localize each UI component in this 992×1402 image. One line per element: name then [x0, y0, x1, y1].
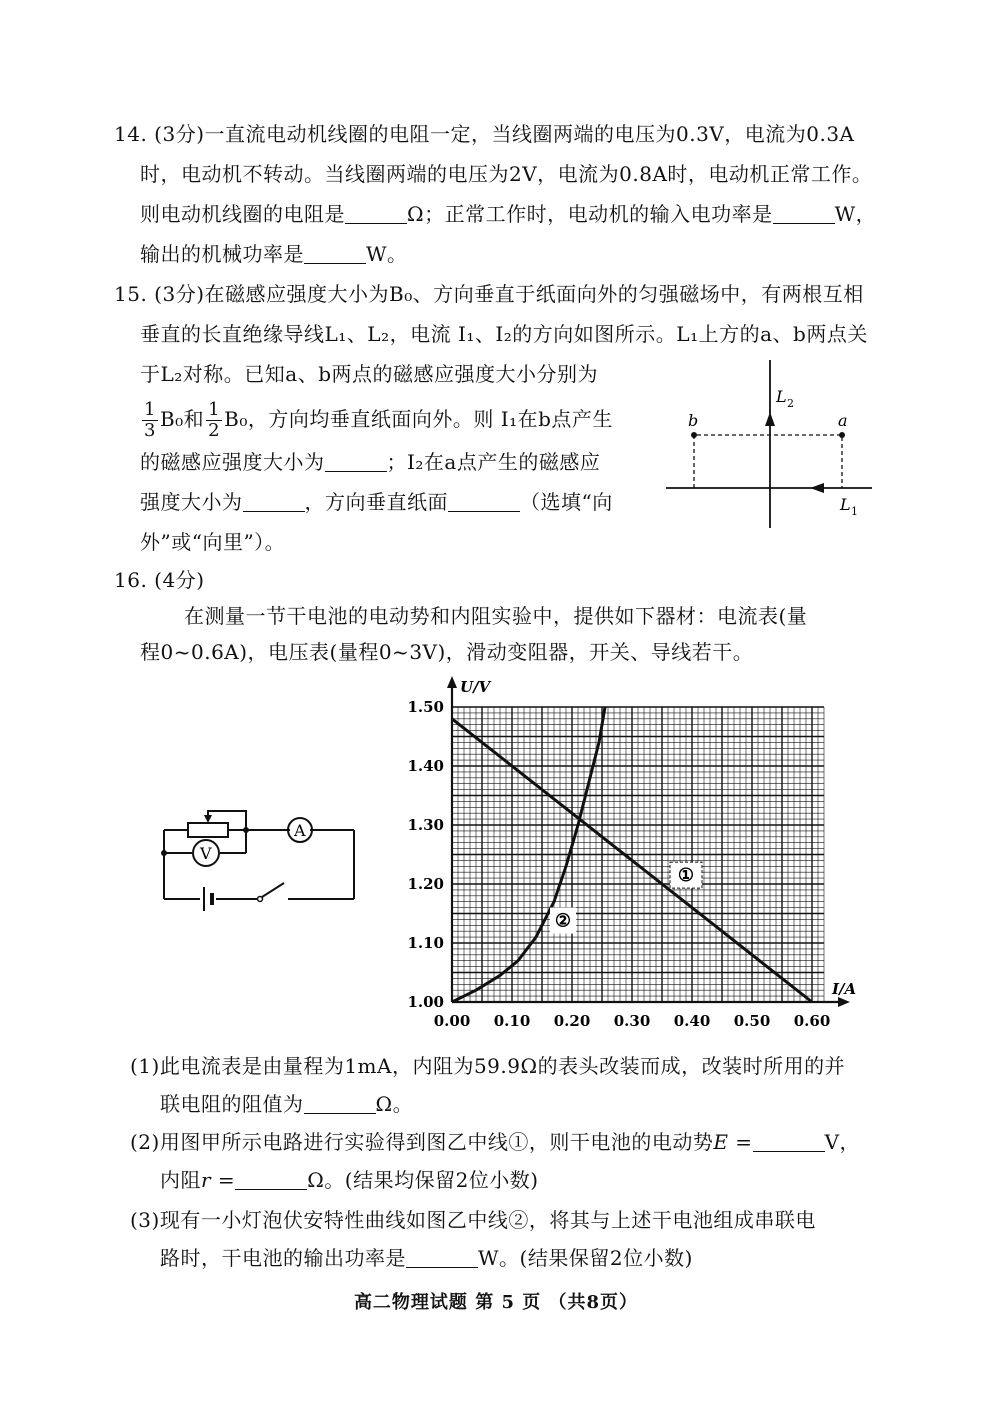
q14-line3-a: 则电动机线圈的电阻是	[140, 202, 345, 226]
rheostat	[188, 823, 228, 837]
q15-line4-a: B₀和	[159, 407, 205, 431]
y-tick-label: 1.50	[407, 698, 444, 716]
q15-line3: 于L₂对称。已知a、b两点的磁感应强度大小分别为	[140, 362, 599, 386]
q14-line3	[140, 200, 876, 228]
q15-wire-diagram	[660, 350, 890, 540]
junction-1	[161, 850, 167, 856]
label-L1: L	[840, 495, 851, 514]
blank-q16-internal-r[interactable]	[235, 1169, 307, 1190]
dashed-rect	[694, 435, 842, 488]
q15-line5	[140, 448, 600, 476]
series-label-2: ②	[554, 910, 572, 932]
u-i-graph	[400, 672, 857, 1042]
q15-line6-c: （选填“向	[520, 490, 613, 514]
label-L2-sub: 2	[787, 397, 794, 410]
voltmeter-label: V	[200, 844, 212, 863]
q14-line4-a: 输出的机械功率是	[140, 242, 304, 266]
point-b	[691, 432, 697, 438]
blank-q14-resistance[interactable]	[345, 203, 407, 224]
junction-2	[243, 827, 249, 833]
series-label-1: ①	[677, 865, 695, 887]
switch-blade	[262, 883, 284, 897]
q16-p2-d: Ω。(结果均保留2位小数)	[307, 1168, 539, 1192]
label-L2: L	[776, 387, 787, 406]
blank-q16-emf[interactable]	[753, 1131, 825, 1152]
circuit-diagram	[150, 815, 370, 925]
q16-p3-line2	[160, 1244, 693, 1272]
q15-line4	[140, 400, 613, 441]
q15-line6-b: ，方向垂直纸面	[304, 490, 448, 514]
y-tick-label: 1.00	[407, 993, 444, 1011]
y-tick-label: 1.20	[407, 875, 444, 893]
axes	[447, 676, 850, 1007]
q14-line2: 时，电动机不转动。当线圈两端的电压为2V，电流为0.8A时，电动机正常工作。	[140, 162, 873, 186]
q15-line6-a: 强度大小为	[140, 490, 243, 514]
q14-line4	[140, 240, 408, 268]
q16-p2-r: r =	[201, 1168, 236, 1192]
q15-line4-b: B₀，方向均垂直纸面向外。则 I₁在b点产生	[224, 407, 613, 431]
label-L1-sub: 1	[851, 505, 858, 518]
blank-q16-shunt[interactable]	[304, 1093, 376, 1114]
blank-q15-a-field[interactable]	[243, 491, 305, 512]
q15-line5-a: 的磁感应强度大小为	[140, 450, 325, 474]
arrow-I1-left	[810, 483, 824, 493]
y-tick-label: 1.30	[407, 816, 444, 834]
q15-line2: 垂直的长直绝缘导线L₁、L₂，电流 I₁、I₂的方向如图所示。L₁上方的a、b两点关	[140, 322, 868, 346]
blank-q14-mech-power[interactable]	[304, 243, 366, 264]
blank-q16-output-power[interactable]	[406, 1247, 478, 1268]
x-tick-label: 0.20	[553, 1012, 591, 1030]
fraction-one-third: $\frac{1}{3}$	[144, 399, 156, 441]
q14-line1: 14. (3分)一直流电动机线圈的电阻一定，当线圈两端的电压为0.3V，电流为0.3A	[114, 122, 855, 146]
fraction-one-half: $\frac{1}{2}$	[208, 399, 221, 441]
q16-p1-b: 联电阻的阻值为	[160, 1092, 304, 1116]
q16-p3-c: W。(结果保留2位小数)	[478, 1246, 693, 1270]
x-tick-label: 0.30	[613, 1012, 651, 1030]
q16-line2: 在测量一节干电池的电动势和内阻实验中，提供如下器材：电流表(量	[184, 604, 808, 628]
q16-p3-b: 路时，干电池的输出功率是	[160, 1246, 406, 1270]
x-tick-label: 0.00	[433, 1012, 471, 1030]
q16-line3: 程0~0.6A)，电压表(量程0~3V)，滑动变阻器，开关、导线若干。	[140, 640, 754, 664]
q16-p2-a: (2)用图甲所示电路进行实验得到图乙中线①，则干电池的电动势	[130, 1130, 714, 1154]
x-tick-label: 0.50	[733, 1012, 771, 1030]
y-tick-label: 1.10	[407, 934, 444, 952]
q14-line3-c: W，	[834, 202, 877, 226]
x-tick-label: 0.40	[673, 1012, 711, 1030]
x-axis-arrow	[838, 997, 850, 1007]
q16-p1-line2	[160, 1090, 413, 1118]
x-axis-label: I/A	[832, 980, 857, 998]
ammeter-label: A	[294, 821, 306, 840]
q16-p2-c: 内阻	[160, 1168, 201, 1192]
label-b: b	[688, 411, 699, 430]
q16-p2-b: V，	[824, 1130, 861, 1154]
q16-p2-E: E =	[713, 1130, 753, 1154]
q16-p1-line1: (1)此电流表是由量程为1mA，内阻为59.9Ω的表头改装而成，改装时所用的并	[130, 1054, 846, 1078]
q16-p2-line2	[160, 1166, 539, 1194]
q14-line3-b: Ω；正常工作时，电动机的输入电功率是	[407, 202, 773, 226]
blank-q15-b-field[interactable]	[325, 451, 387, 472]
q16-p3-line1: (3)现有一小灯泡伏安特性曲线如图乙中线②，将其与上述干电池组成串联电	[130, 1208, 816, 1232]
slider-arrow	[204, 815, 212, 823]
q15-line7: 外”或“向里”）。	[140, 530, 286, 554]
arrow-I2-up	[765, 412, 775, 426]
switch-pivot	[258, 897, 263, 902]
point-a	[839, 432, 845, 438]
x-tick-label: 0.60	[793, 1012, 831, 1030]
label-a: a	[838, 411, 848, 430]
blank-q14-input-power[interactable]	[773, 203, 835, 224]
y-axis-label: U/V	[460, 678, 491, 696]
q15-line5-b: ；I₂在a点产生的磁感应	[386, 450, 601, 474]
q15-line6	[140, 488, 613, 516]
q16-p2-line1	[130, 1128, 860, 1156]
y-axis-arrow	[447, 676, 457, 688]
q14-line4-b: W。	[366, 242, 408, 266]
q16-line1: 16. (4分)	[114, 568, 205, 592]
q16-p1-c: Ω。	[375, 1092, 414, 1116]
blank-q15-direction[interactable]	[448, 491, 520, 512]
x-tick-label: 0.10	[493, 1012, 531, 1030]
q15-line1: 15. (3分)在磁感应强度大小为B₀、方向垂直于纸面向外的匀强磁场中，有两根互相	[114, 282, 864, 306]
y-tick-label: 1.40	[407, 757, 444, 775]
page-footer: 高二物理试题 第 5 页 （共8页）	[353, 1292, 639, 1313]
